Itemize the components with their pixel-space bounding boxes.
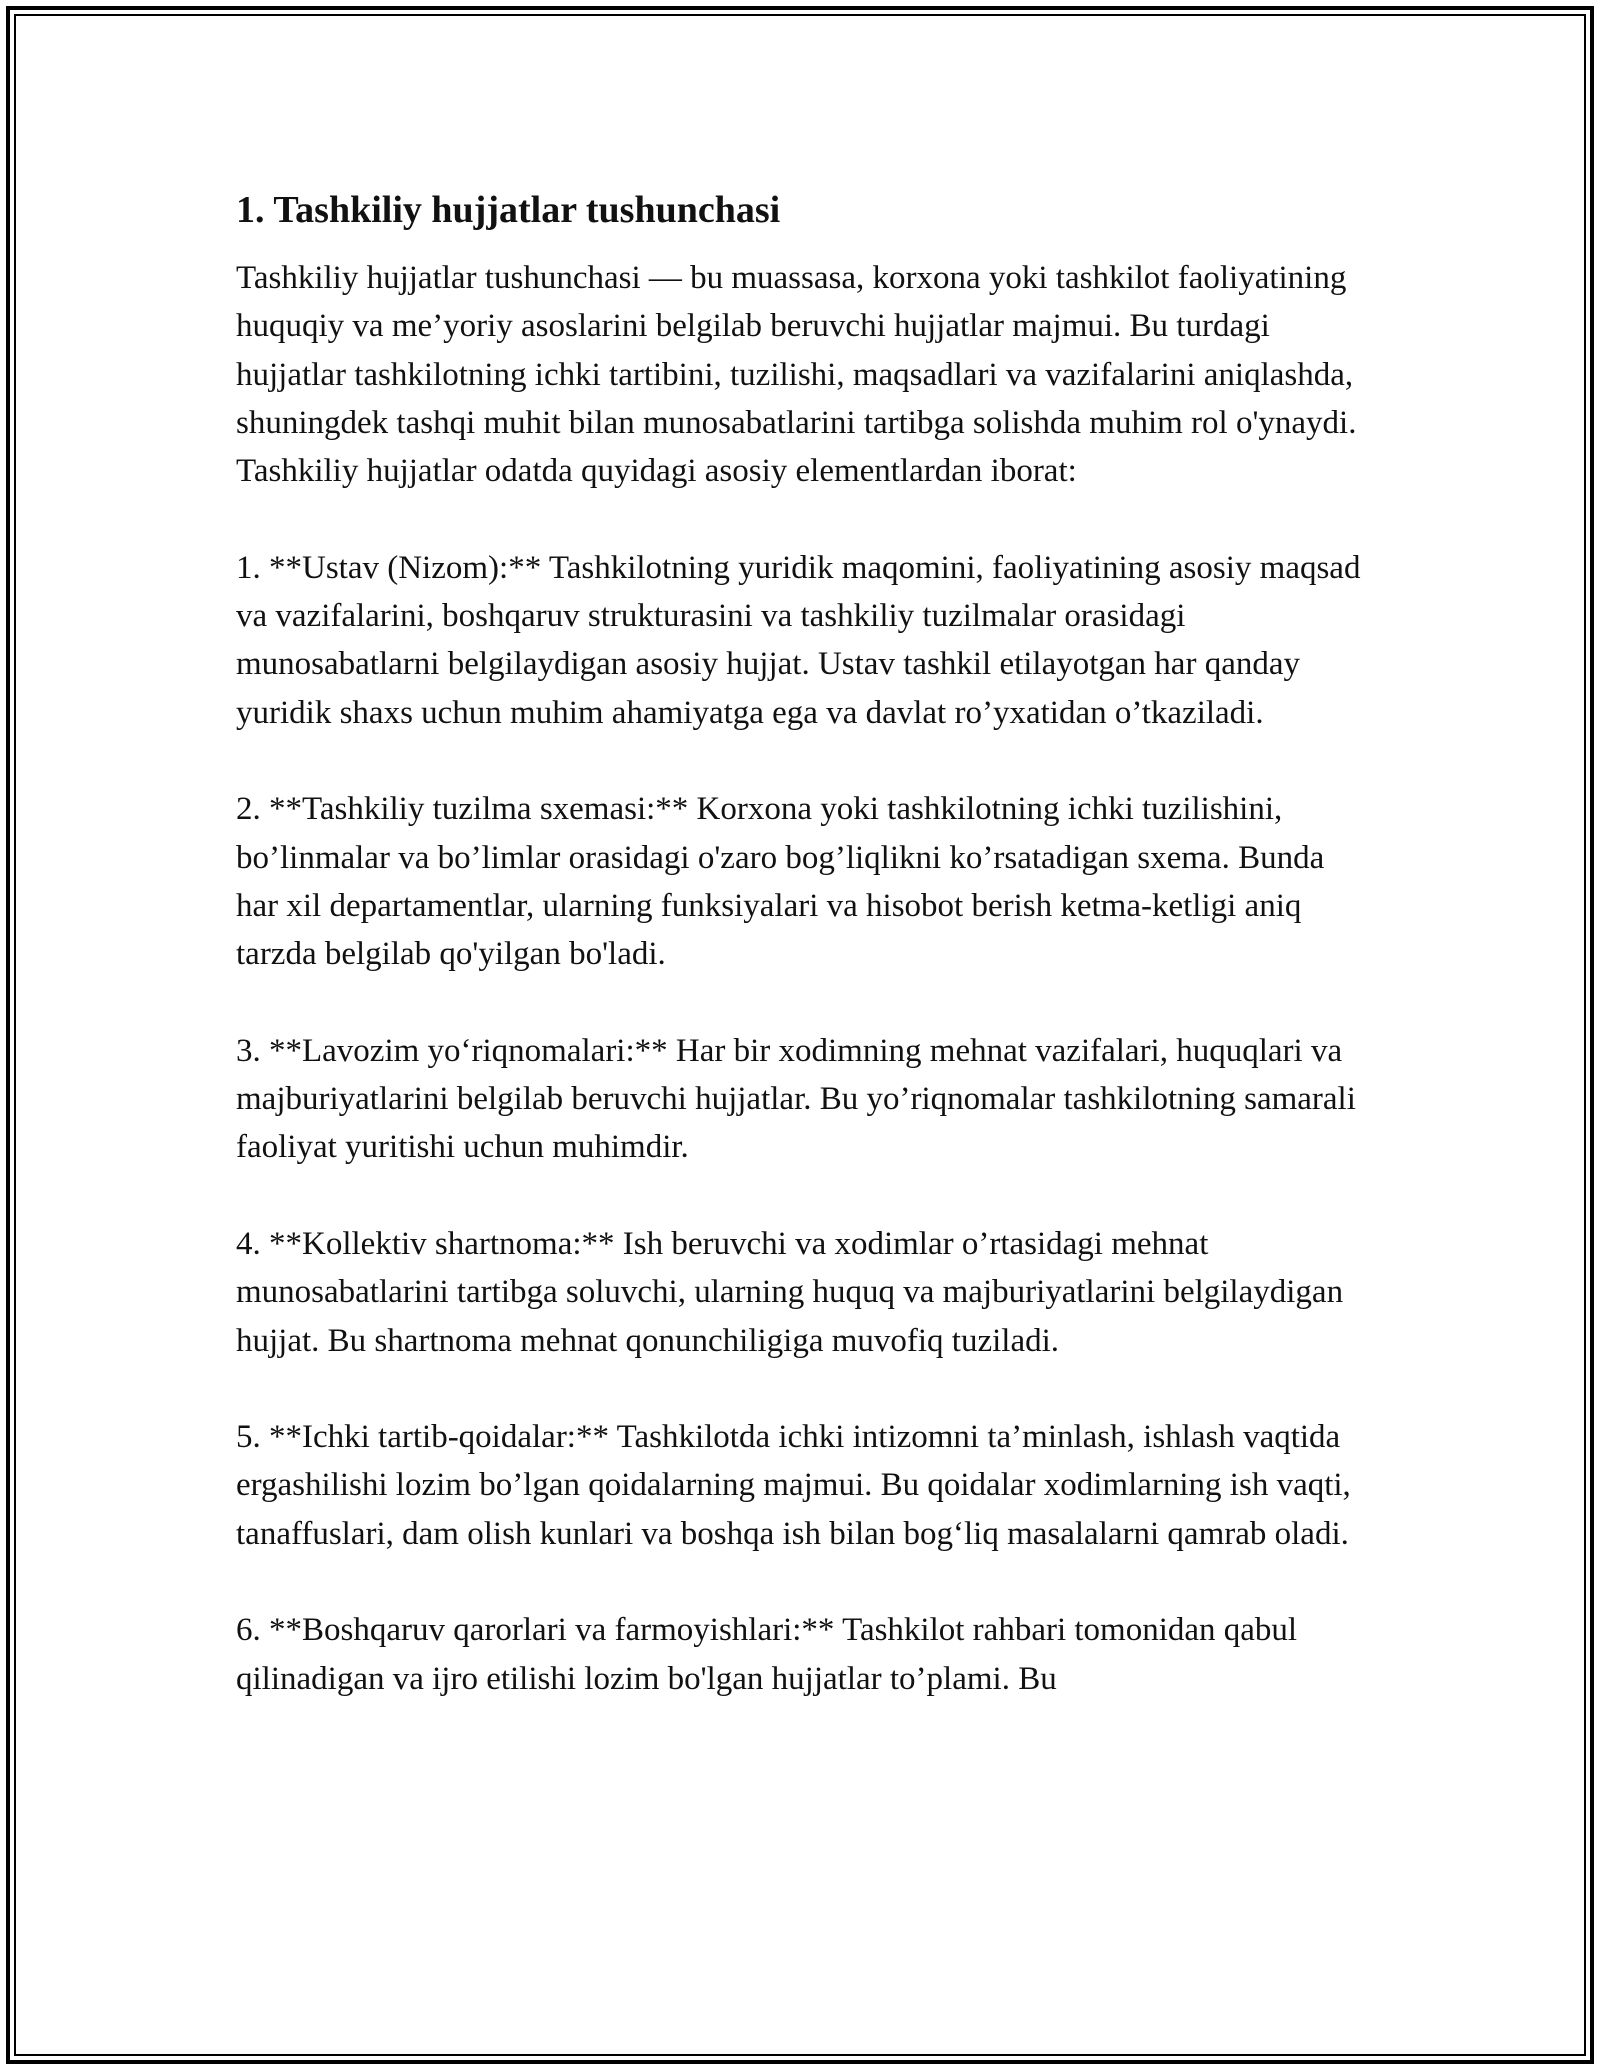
intro-paragraph: Tashkiliy hujjatlar tushunchasi — bu muassasa, korxona yoki tashkilot faoliyatining huquqiy va me’yoriy asoslarini belgilab beruvchi hujjatlar majmui. Bu turdagi hujjatlar tashkilotning ichki tartibini, tuzilishi, maqsadlari va vazifalarini aniqlashda, shuningdek tashqi muhit bilan munosabatlarini tartibga solishda muhim rol o'ynaydi. Tashkiliy hujjatlar odatda quyidagi asosiy elementlardan iborat: [236, 260, 1357, 490]
document-body [236, 186, 1366, 1751]
list-item-lavozim-yoriqnomalari: 3. **Lavozim yo‘riqnomalari:** Har bir xodimning mehnat vazifalari, huquqlari va majburiyatlarini belgilab beruvchi hujjatlar. Bu yo’riqnomalar tashkilotning samarali faoliyat yuritishi uchun muhimdir. [236, 1032, 1356, 1166]
list-item-ichki-tartib-qoidalar: 5. **Ichki tartib-qoidalar:** Tashkilotda ichki intizomni ta’minlash, ishlash vaqtida ergashilishi lozim bo’lgan qoidalarning majmui. Bu qoidalar xodimlarning ish vaqti, tanaffuslari, dam olish kunlari va boshqa ish bilan bog‘liq masalalarni qamrab oladi. [236, 1419, 1351, 1552]
section-heading: 1. Tashkiliy hujjatlar tushunchasi [236, 189, 781, 231]
list-item-ustav: 1. **Ustav (Nizom):** Tashkilotning yuridik maqomini, faoliyatining asosiy maqsad va vazifalarini, boshqaruv strukturasini va tashkiliy tuzilmalar orasidagi munosabatlarni belgilaydigan asosiy hujjat. Ustav tashkil etilayotgan har qanday yuridik shaxs uchun muhim ahamiyatga ega va davlat ro’yxatidan o’tkaziladi. [236, 549, 1361, 731]
list-item-boshqaruv-qarorlari: 6. **Boshqaruv qarorlari va farmoyishlari:** Tashkilot rahbari tomonidan qabul qilinadigan va ijro etilishi lozim bo'lgan hujjatlar to’plami. Bu [236, 1612, 1298, 1697]
list-item-kollektiv-shartnoma: 4. **Kollektiv shartnoma:** Ish beruvchi va xodimlar o’rtasidagi mehnat munosabatlarini tartibga soluvchi, ularning huquq va majburiyatlarini belgilaydigan hujjat. Bu shartnoma mehnat qonunchiligiga muvofiq tuziladi. [236, 1225, 1344, 1359]
list-item-tuzilma-sxemasi: 2. **Tashkiliy tuzilma sxemasi:** Korxona yoki tashkilotning ichki tuzilishini, bo’linmalar va bo’limlar orasidagi o'zaro bog’liqlikni ko’rsatadigan sxema. Bunda har xil departamentlar, ularning funksiyalari va hisobot berish ketma-ketligi aniq tarzda belgilab qo'yilgan bo'ladi. [236, 791, 1325, 973]
